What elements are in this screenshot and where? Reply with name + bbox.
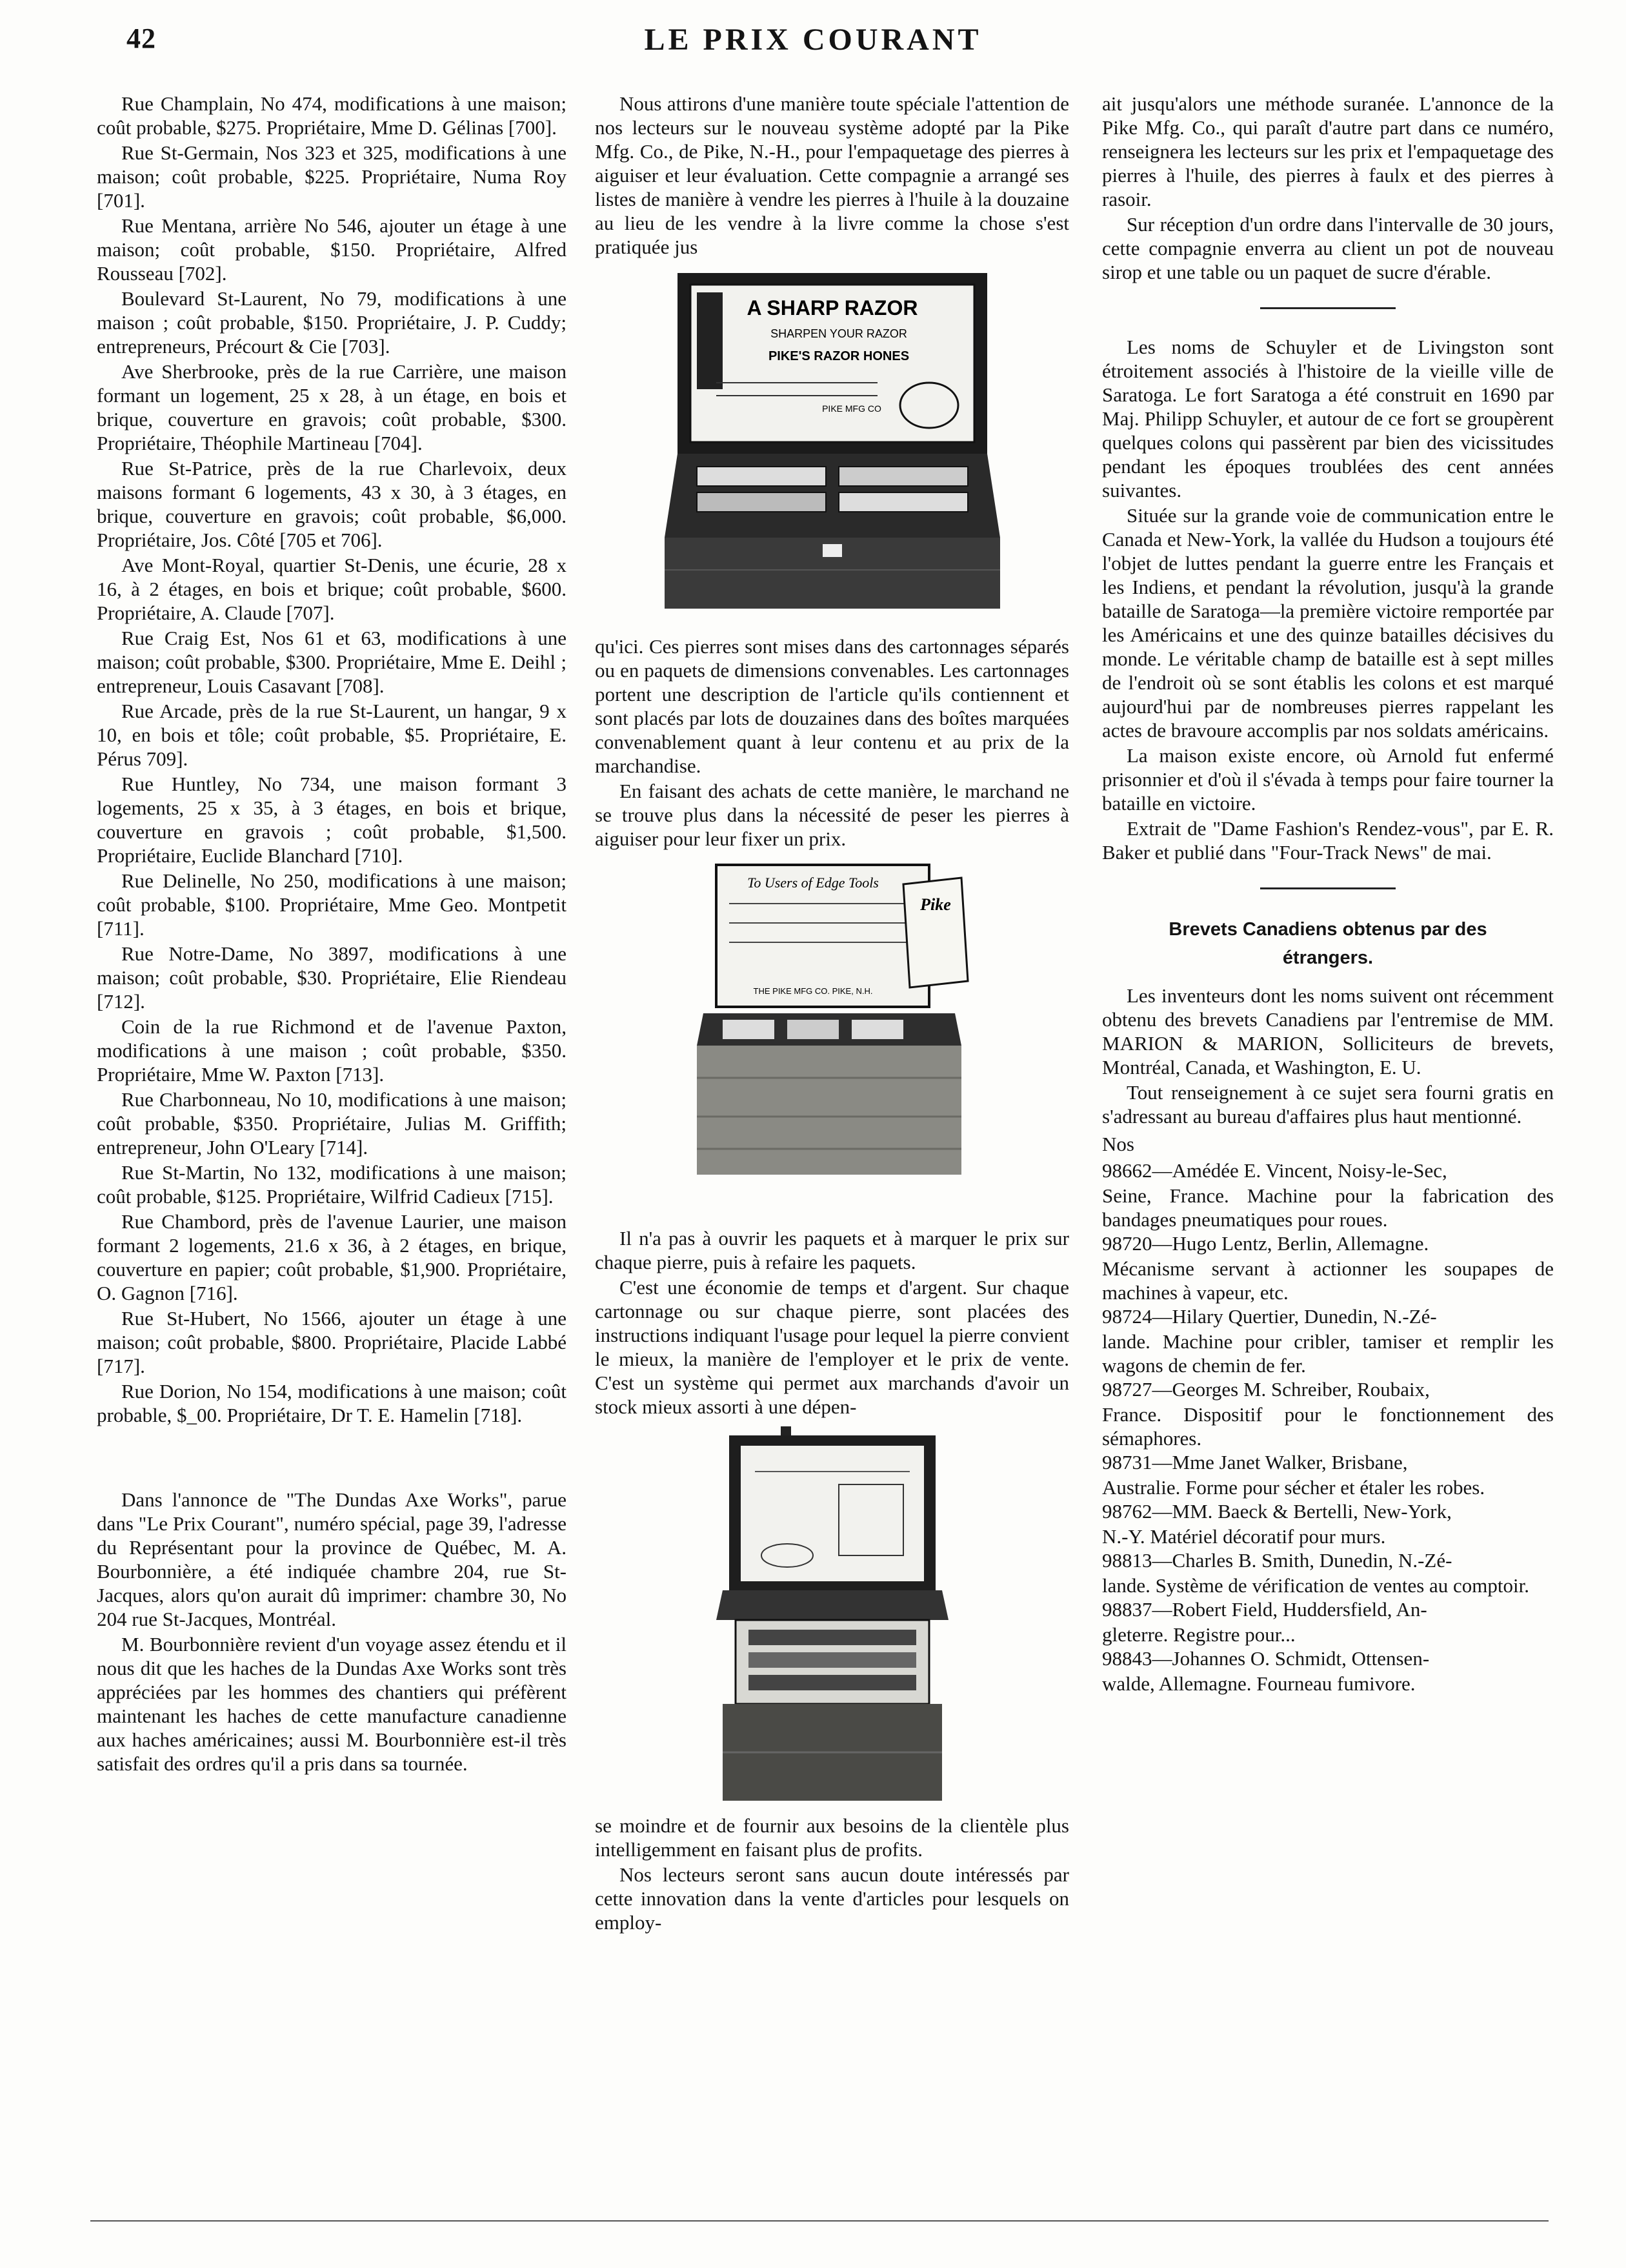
page-title: LE PRIX COURANT <box>644 23 982 57</box>
patent-number: 98762— <box>1102 1500 1172 1523</box>
pike-article-paragraph: Nos lecteurs seront sans aucun doute intéressés par cette innovation dans la vente d'articles pour lesquels on employ- <box>595 1863 1069 1934</box>
pike-article-conclusion: Sur réception d'un ordre dans l'intervalle de 30 jours, cette compagnie enverra au client un pot de nouveau sirop et une table ou un paquet de sucre d'érable. <box>1102 213 1554 283</box>
patent-entry <box>1102 1377 1554 1401</box>
hone-display-case-illustration <box>710 1426 955 1807</box>
building-permit-entry: Rue Mentana, arrière No 546, ajouter un étage à une maison; coût probable, $150. Propriétaire, Alfred Rousseau [702]. <box>97 214 567 285</box>
patent-inventor: Mme Janet Walker, Brisbane, <box>1172 1451 1408 1473</box>
patent-number: 98727— <box>1102 1378 1172 1401</box>
building-permit-entry: Rue St-Hubert, No 1566, ajouter un étage à une maison; coût probable, $800. Propriétaire, Placide Labbé [717]. <box>97 1307 567 1377</box>
patent-entry <box>1102 1499 1554 1523</box>
pike-article-paragraph: Il n'a pas à ouvrir les paquets et à marquer le prix sur chaque pierre, puis à refaire les paquets. <box>595 1227 1069 1273</box>
razor-ad-brand: PIKE'S RAZOR HONES <box>768 349 909 363</box>
patents-section-title <box>1102 915 1554 972</box>
patent-inventor: Hilary Quertier, Dunedin, N.-Zé- <box>1172 1305 1437 1328</box>
dundas-notice-paragraph: Dans l'annonce de "The Dundas Axe Works", parue dans "Le Prix Courant", numéro spécial, page 39, l'adresse du Représentant pour la province de Québec, M. A. Bourbonnière, a été indiquée chambre 204, rue St-Jacques, alors qu'on aurait dû imprimer: chambre 30, No 204 rue St-Jacques, Montréal. <box>97 1488 567 1630</box>
patent-description: N.-Y. Matériel décoratif pour murs. <box>1102 1525 1386 1548</box>
edge-tools-maker: THE PIKE MFG CO. PIKE, N.H. <box>753 986 872 996</box>
patent-description: walde, Allemagne. Fourneau fumivore. <box>1102 1672 1416 1695</box>
patent-description: lande. Machine pour cribler, tamiser et remplir les wagons de chemin de fer. <box>1102 1330 1554 1377</box>
building-permit-entry: Rue Craig Est, Nos 61 et 63, modifications à une maison; coût probable, $300. Propriétaire, Mme E. Deihl ; entrepreneur, Louis Casavant [708]. <box>97 627 567 697</box>
saratoga-paragraph: La maison existe encore, où Arnold fut enfermé prisonnier et d'où il s'évada à temps pour faire tourner la bataille en victoire. <box>1102 744 1554 815</box>
building-permit-entry: Ave Sherbrooke, près de la rue Carrière, une maison formant un logement, 25 x 28, à un étage, en bois et brique, couverture en gravois; coût probable, $300. Propriétaire, Théophile Martineau [704]. <box>97 360 567 454</box>
patent-number: 98731— <box>1102 1451 1172 1473</box>
pike-article-paragraph-start: C'est une économie de temps et d'argent. Sur chaque cartonnage ou sur chaque pierre, sont placées des instructions indiquant l'usage pour lequel la pierre convient le mieux, la manière de l'employer et le prix de vente. C'est un système qui permet aux marchands d'avoir un stock mieux assorti à une dépen- <box>595 1276 1069 1418</box>
patent-entry <box>1102 1159 1554 1182</box>
saratoga-paragraph: Située sur la grande voie de communication entre le Canada et New-York, la vallée du Hudson a toujours été l'objet de luttes pendant la guerre entre les Français et les Indiens, et pendant la révolution, jusqu'à la grande bataille de Saratoga—la première victoire remportée par les Américains et une des quinze batailles décisives du monde. Le véritable champ de bataille est à sept milles de l'endroit où se sont établis les colons et est marqué aujourd'hui par de nombreuses pierres rappelant les actes de bravoure accomplis par nos soldats américains. <box>1102 504 1554 742</box>
building-permit-entry: Rue St-Patrice, près de la rue Charlevoix, deux maisons formant 6 logements, 43 x 30, à 3 étages, en brique, couverture en gravois; coût probable, $6,000. Propriétaire, Jos. Côté [705 et 706]. <box>97 457 567 551</box>
patent-description: lande. Système de vérification de ventes au comptoir. <box>1102 1574 1529 1597</box>
patent-entry <box>1102 1646 1554 1670</box>
building-permit-entry: Rue St-Germain, Nos 323 et 325, modifications à une maison; coût probable, $225. Propriétaire, Numa Roy [701]. <box>97 141 567 212</box>
pike-article-intro-continued: qu'ici. Ces pierres sont mises dans des cartonnages séparés ou en paquets de dimensions convenables. Les cartonnages portent une description de l'article qu'ils contiennent et sont placés par lots de douzaines dans des boîtes marquées convenablement quant à leur contenu et au prix de la marchandise. <box>595 635 1069 777</box>
building-permit-entry: Rue Notre-Dame, No 3897, modifications à une maison; coût probable, $30. Propriétaire, Elie Riendeau [712]. <box>97 942 567 1013</box>
patent-inventor: MM. Baeck & Bertelli, New-York, <box>1172 1500 1452 1523</box>
patents-title-line: étrangers. <box>1282 947 1374 968</box>
patent-number: 98720— <box>1102 1232 1172 1255</box>
building-permit-entry: Rue St-Martin, No 132, modifications à une maison; coût probable, $125. Propriétaire, Wilfrid Cadieux [715]. <box>97 1161 567 1208</box>
building-permit-entry: Boulevard St-Laurent, No 79, modifications à une maison ; coût probable, $150. Propriétaire, J. P. Cuddy; entrepreneurs, Précourt & Cie [703]. <box>97 287 567 358</box>
edge-tools-headline: To Users of Edge Tools <box>747 875 879 891</box>
patent-number: 98837— <box>1102 1598 1172 1621</box>
patent-inventor: Hugo Lentz, Berlin, Allemagne. <box>1172 1232 1429 1255</box>
pike-article-paragraph: En faisant des achats de cette manière, le marchand ne se trouve plus dans la nécessité de peser les pierres à aiguiser pour leur fixer un prix. <box>595 780 1069 850</box>
patents-intro: Les inventeurs dont les noms suivent ont récemment obtenu des brevets Canadiens par l'entremise de MM. MARION & MARION, Solliciteurs de brevets, Montréal, Canada, et Washington, E. U. <box>1102 984 1554 1078</box>
patent-entry <box>1102 1450 1554 1474</box>
column-right <box>1102 92 1554 2191</box>
building-permit-entry: Rue Champlain, No 474, modifications à une maison; coût probable, $275. Propriétaire, Mme D. Gélinas [700]. <box>97 92 567 139</box>
column-middle <box>595 92 1069 2191</box>
building-permit-entry: Ave Mont-Royal, quartier St-Denis, une écurie, 28 x 16, à 2 étages, en bois et brique; coût probable, $600. Propriétaire, A. Claude [707]. <box>97 554 567 624</box>
pike-article-paragraph-end: se moindre et de fournir aux besoins de la clientèle plus intelligemment en faisant plus de profits. <box>595 1814 1069 1861</box>
building-permit-entry: Rue Dorion, No 154, modifications à une maison; coût probable, $_00. Propriétaire, Dr T. E. Hamelin [718]. <box>97 1380 567 1426</box>
patent-entry <box>1102 1548 1554 1572</box>
patent-inventor: Georges M. Schreiber, Roubaix, <box>1172 1378 1430 1401</box>
patent-description: France. Dispositif pour le fonctionnement des sémaphores. <box>1102 1403 1554 1450</box>
patent-entry <box>1102 1304 1554 1328</box>
dundas-notice-paragraph: M. Bourbonnière revient d'un voyage assez étendu et il nous dit que les haches de la Dundas Axe Works sont très appréciées par les hommes des chantiers qui préfèrent maintenant les haches de cette manufacture canadienne aux haches américaines; aussi M. Bourbonnière est-il très satisfait des ordres qu'il a pris dans sa tournée. <box>97 1633 567 1775</box>
column-spacer <box>97 1428 567 1488</box>
patent-number: 98724— <box>1102 1305 1172 1328</box>
building-permit-entry: Coin de la rue Richmond et de l'avenue Paxton, modifications à une maison ; coût probable, $350. Propriétaire, Mme W. Paxton [713]. <box>97 1015 567 1086</box>
building-permit-entry: Rue Chambord, près de l'avenue Laurier, une maison formant 2 logements, 21.6 x 36, à 2 étages, en brique, couverture en papier; coût probable, $1,900. Propriétaire, O. Gagnon [716]. <box>97 1210 567 1304</box>
patent-number: 98813— <box>1102 1549 1172 1572</box>
razor-ad-headline: A SHARP RAZOR <box>747 296 918 319</box>
patent-description: Seine, France. Machine pour la fabrication des bandages pneumatiques pour roues. <box>1102 1184 1554 1231</box>
razor-ad-maker: PIKE MFG CO <box>821 403 881 414</box>
section-divider <box>1260 307 1396 309</box>
patent-description: gleterre. Registre pour... <box>1102 1623 1296 1646</box>
pike-article-conclusion: ait jusqu'alors une méthode suranée. L'annonce de la Pike Mfg. Co., qui paraît d'autre part dans ce numéro, renseignera les lecteurs sur les prix et l'empaquetage des pierres à l'huile, des pierres à faulx et des pierres à rasoir. <box>1102 92 1554 210</box>
patent-inventor: Charles B. Smith, Dunedin, N.-Zé- <box>1172 1549 1452 1572</box>
edge-tools-case-illustration <box>690 858 974 1220</box>
page-bottom-rule <box>90 2220 1549 2222</box>
patent-inventor: Johannes O. Schmidt, Ottensen- <box>1172 1647 1430 1670</box>
patents-numbers-label: Nos <box>1102 1133 1134 1155</box>
building-permit-entry: Rue Huntley, No 734, une maison formant 3 logements, 25 x 35, à 3 étages, en bois et brique, couverture en gravois ; coût probable, $1,500. Propriétaire, Euclide Blanchard [710]. <box>97 773 567 867</box>
saratoga-source: Extrait de "Dame Fashion's Rendez-vous", par E. R. Baker et publié dans "Four-Track News" de mai. <box>1102 817 1554 864</box>
patent-number: 98662— <box>1102 1159 1172 1182</box>
razor-hone-case-illustration <box>658 267 1007 628</box>
building-permit-entry: Rue Arcade, près de la rue St-Laurent, un hangar, 9 x 10, en bois et tôle; coût probable, $5. Propriétaire, E. Pérus 709]. <box>97 700 567 770</box>
patent-description: Mécanisme servant à actionner les soupapes de machines à vapeur, etc. <box>1102 1257 1554 1304</box>
building-permit-entry: Rue Charbonneau, No 10, modifications à une maison; coût probable, $350. Propriétaire, Julias M. Griffith; entrepreneur, John O'Leary [714]. <box>97 1088 567 1159</box>
patents-title-line: Brevets Canadiens obtenus par des <box>1169 919 1487 940</box>
razor-ad-subline: SHARPEN YOUR RAZOR <box>770 327 907 340</box>
patent-list <box>1102 1159 1554 1696</box>
patent-description: Australie. Forme pour sécher et étaler les robes. <box>1102 1476 1485 1499</box>
pike-booklet-label: Pike <box>919 895 951 914</box>
patent-entry <box>1102 1231 1554 1255</box>
column-left <box>97 92 567 2191</box>
page-number: 42 <box>126 23 156 54</box>
building-permit-entry: Rue Delinelle, No 250, modifications à une maison; coût probable, $100. Propriétaire, Mme Geo. Montpetit [711]. <box>97 869 567 940</box>
patent-number: 98843— <box>1102 1647 1172 1670</box>
patent-inventor: Robert Field, Huddersfield, An- <box>1172 1598 1427 1621</box>
patents-intro: Tout renseignement à ce sujet sera fourni gratis en s'adressant au bureau d'affaires plus haut mentionné. <box>1102 1081 1554 1128</box>
section-divider <box>1260 887 1396 889</box>
pike-article-intro: Nous attirons d'une manière toute spéciale l'attention de nos lecteurs sur le nouveau système adopté par la Pike Mfg. Co., de Pike, N.-H., pour l'empaquetage des pierres à aiguiser et leur évaluation. Cette compagnie a arrangé ses listes de manière à vendre les pierres à l'huile à la douzaine au lieu de les vendre à la livre comme la chose s'est pratiquée jus <box>595 92 1069 258</box>
patent-entry <box>1102 1597 1554 1621</box>
saratoga-paragraph: Les noms de Schuyler et de Livingston sont étroitement associés à l'histoire de la vieille ville de Saratoga. Le fort Saratoga a été construit en 1690 par Maj. Philipp Schuyler, et autour de ce fort se groupèrent quelques colons qui passèrent par bien des vicissitudes pendant les époques troublées des cent années suivantes. <box>1102 336 1554 501</box>
patent-inventor: Amédée E. Vincent, Noisy-le-Sec, <box>1172 1159 1447 1182</box>
